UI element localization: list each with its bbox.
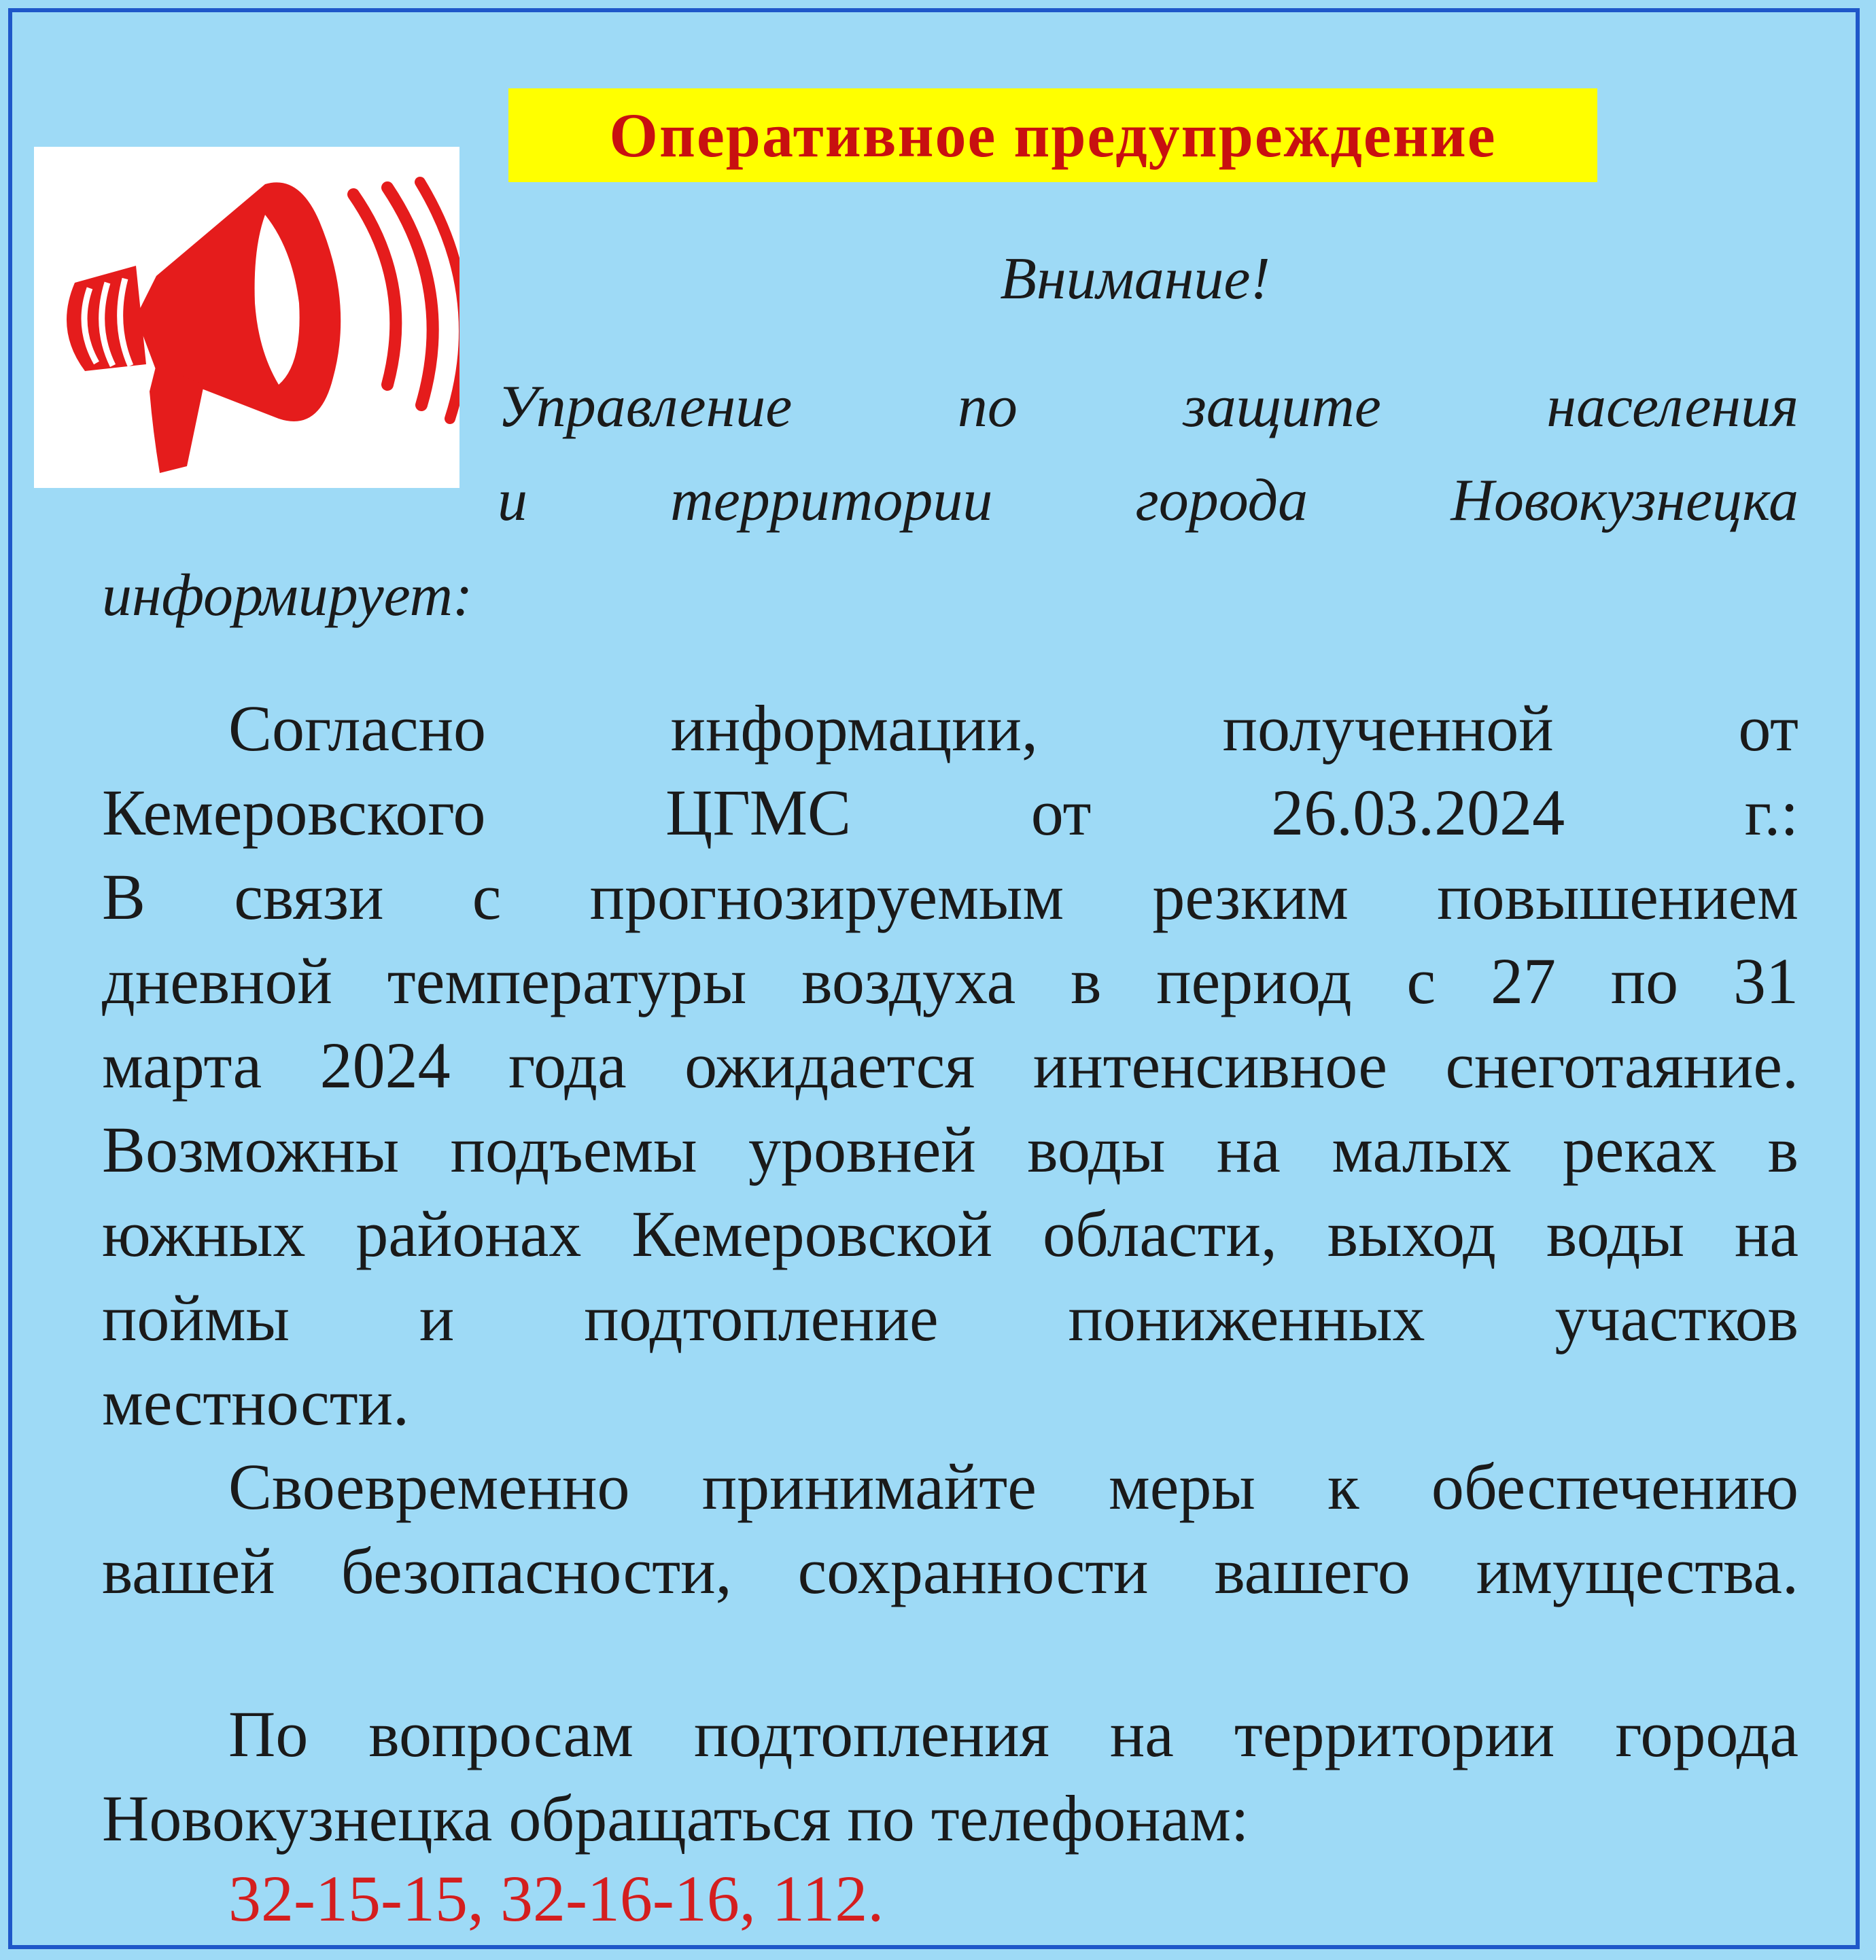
body-line: Своевременно принимайте меры к обеспечению [228,1450,1799,1523]
body-line: Новокузнецка обращаться по телефонам: [102,1782,1249,1855]
phone-numbers: 32-15-15, 32-16-16, 112. [228,1862,884,1935]
attention-heading: Внимание! [1000,246,1270,312]
body-line: южных районах Кемеровской области, выход воды на [102,1197,1799,1270]
body-line: Согласно информации, полученной от [228,692,1799,765]
body-line: поймы и подтопление пониженных участков [102,1282,1799,1354]
title-banner [508,88,1597,182]
body-line: Возможны подъемы уровней воды на малых реках в [102,1113,1799,1186]
megaphone-icon [34,147,459,488]
megaphone-logo [34,147,459,488]
body-line: местности. [102,1366,410,1439]
intro-line-1: Управление по защите населения [498,374,1799,440]
body-line: По вопросам подтопления на территории города [228,1698,1799,1770]
body-line: Кемеровского ЦГМС от 26.03.2024 г.: [102,776,1799,849]
body-line: вашей безопасности, сохранности вашего имущества. [102,1535,1799,1607]
body-line: марта 2024 года ожидается интенсивное снеготаяние. [102,1029,1799,1102]
body-line: В связи с прогнозируемым резким повышением [102,860,1799,933]
intro-line-3: информирует: [102,563,473,629]
page-title: Оперативное предупреждение [609,101,1497,170]
body-line: дневной температуры воздуха в период с 27 по 31 [102,945,1799,1017]
intro-line-2: и территории города Новокузнецка [498,468,1799,533]
